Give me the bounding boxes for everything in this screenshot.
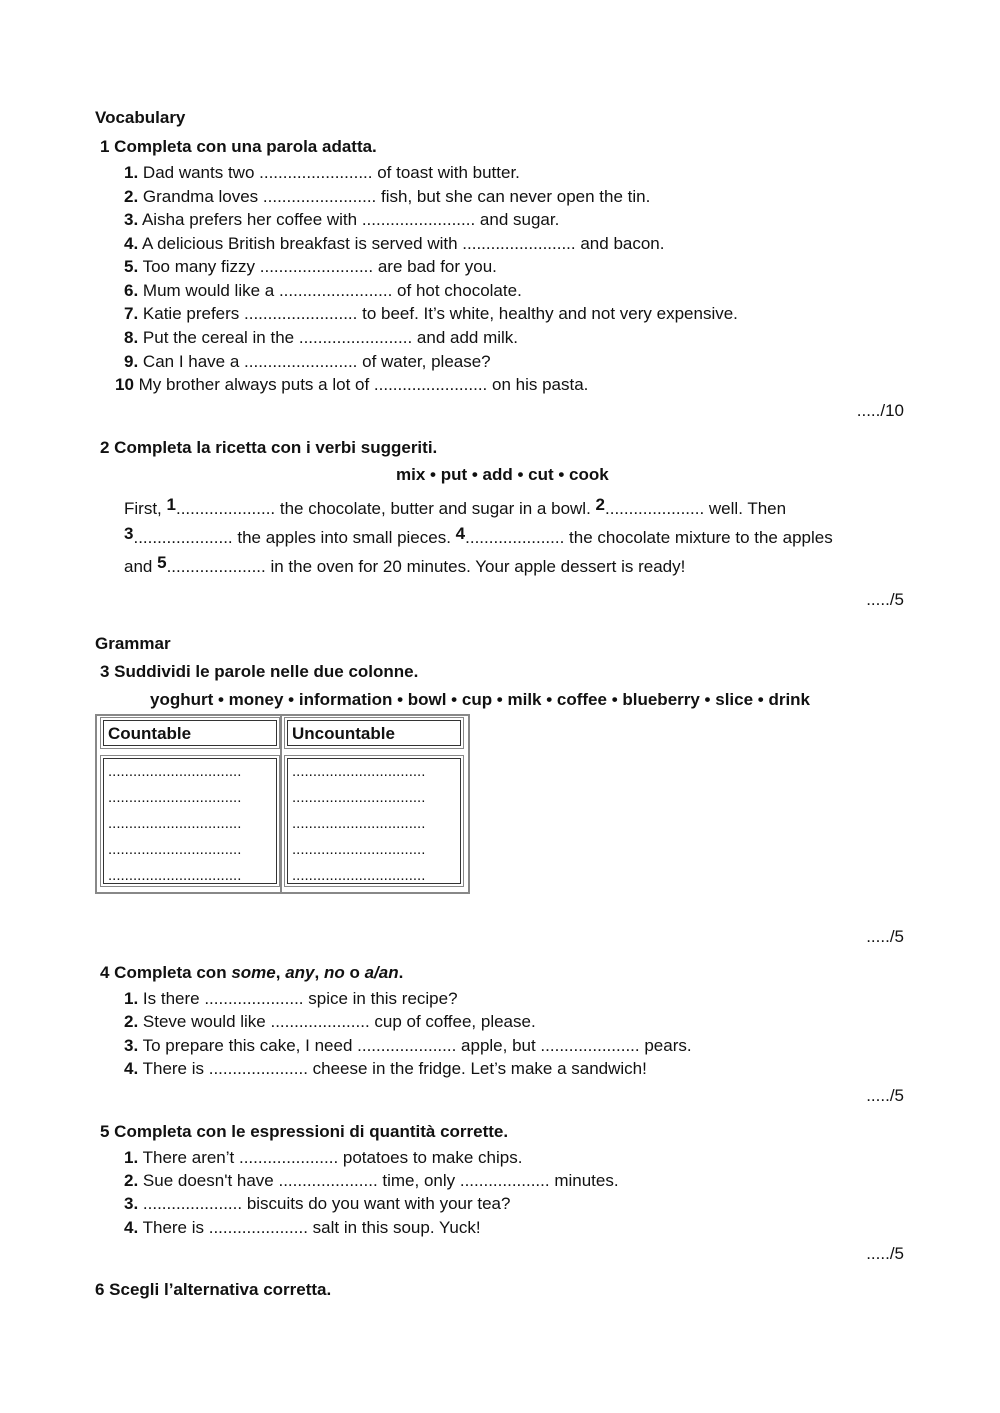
exercise-4-score: ...../5: [866, 1086, 904, 1105]
answer-line[interactable]: ................................: [108, 815, 242, 832]
exercise-4-item: 3. To prepare this cake, I need ..................... apple, but ..................... pears.: [124, 1036, 692, 1055]
section-heading-vocabulary: Vocabulary: [95, 108, 186, 127]
answer-line[interactable]: ................................: [292, 867, 426, 884]
answer-line[interactable]: ................................: [108, 841, 242, 858]
exercise-5-item: 2. Sue doesn't have ..................... time, only ................... minutes.: [124, 1171, 619, 1190]
answer-line[interactable]: ................................: [292, 789, 426, 806]
answer-line[interactable]: ................................: [108, 763, 242, 780]
exercise-2-score: ...../5: [866, 590, 904, 609]
gap-number: 5: [157, 553, 167, 572]
answer-line[interactable]: ................................: [108, 789, 242, 806]
exercise-1-item: 2. Grandma loves ........................ fish, but she can never open the tin.: [124, 187, 651, 206]
exercise-2-recipe: First, $^1$..................... the chocolate, butter and sugar in a bowl. $^2$..................... well. Then $^3$..................... the apples into small pieces. $^4$..................... the chocolate mixture to the apples and $^5$..................... in the oven for 20 minutes. Your apple dessert is ready!: [124, 495, 833, 576]
exercise-1-item: 7. Katie prefers ........................ to beef. It’s white, healthy and not very expensive.: [124, 304, 738, 323]
exercise-4-title: 4 Completa con some, any, no o a/an.: [100, 963, 404, 982]
column-header-countable: Countable: [103, 720, 277, 746]
gap-number: 2: [595, 495, 605, 514]
countable-column: [103, 758, 277, 884]
exercise-2-title: 2 Completa la ricetta con i verbi suggeriti.: [100, 438, 438, 457]
exercise-1-item: 10 My brother always puts a lot of ........................ on his pasta.: [115, 375, 589, 394]
answer-line[interactable]: ................................: [292, 763, 426, 780]
section-heading-grammar: Grammar: [95, 634, 171, 653]
exercise-4-item: 1. Is there ..................... spice in this recipe?: [124, 989, 458, 1008]
exercise-3-title: 3 Suddividi le parole nelle due colonne.: [100, 662, 419, 681]
exercise-1-item: 6. Mum would like a ........................ of hot chocolate.: [124, 281, 522, 300]
exercise-3-score: ...../5: [866, 927, 904, 946]
uncountable-column: [287, 758, 461, 884]
gap-number: 3: [124, 524, 134, 543]
exercise-5-item: 3. ..................... biscuits do you want with your tea?: [124, 1194, 511, 1213]
exercise-3-word-bank: yoghurt • money • information • bowl • cup • milk • coffee • blueberry • slice • drink: [150, 690, 811, 709]
exercise-1-item: 4. A delicious British breakfast is served with ........................ and bacon.: [124, 234, 665, 253]
exercise-1-item: 5. Too many fizzy ........................ are bad for you.: [124, 257, 497, 276]
exercise-2-word-bank: mix • put • add • cut • cook: [396, 465, 609, 484]
exercise-1-item: 1. Dad wants two ........................ of toast with butter.: [124, 163, 520, 182]
gap-number: 1: [166, 495, 176, 514]
exercise-4-item: 2. Steve would like ..................... cup of coffee, please.: [124, 1012, 536, 1031]
exercise-1-item: 9. Can I have a ........................ of water, please?: [124, 352, 491, 371]
exercise-4-item: 4. There is ..................... cheese in the fridge. Let’s make a sandwich!: [124, 1059, 647, 1078]
exercise-1-item: 3. Aisha prefers her coffee with ........................ and sugar.: [124, 210, 560, 229]
answer-line[interactable]: ................................: [292, 815, 426, 832]
countable-uncountable-table: [95, 714, 470, 894]
answer-line[interactable]: ................................: [108, 867, 242, 884]
exercise-5-item: 1. There aren’t ..................... potatoes to make chips.: [124, 1148, 523, 1167]
exercise-1-score: ...../10: [856, 401, 904, 420]
exercise-6-title: 6 Scegli l’alternativa corretta.: [95, 1280, 332, 1299]
table-divider: [280, 716, 282, 892]
column-header-uncountable: Uncountable: [287, 720, 461, 746]
answer-line[interactable]: ................................: [292, 841, 426, 858]
exercise-5-item: 4. There is ..................... salt in this soup. Yuck!: [124, 1218, 481, 1237]
exercise-5-title: 5 Completa con le espressioni di quantità corrette.: [100, 1122, 509, 1141]
exercise-5-score: ...../5: [866, 1244, 904, 1263]
exercise-1-item: 8. Put the cereal in the ........................ and add milk.: [124, 328, 519, 347]
gap-number: 4: [455, 524, 466, 543]
exercise-1-title: 1 Completa con una parola adatta.: [100, 137, 377, 156]
